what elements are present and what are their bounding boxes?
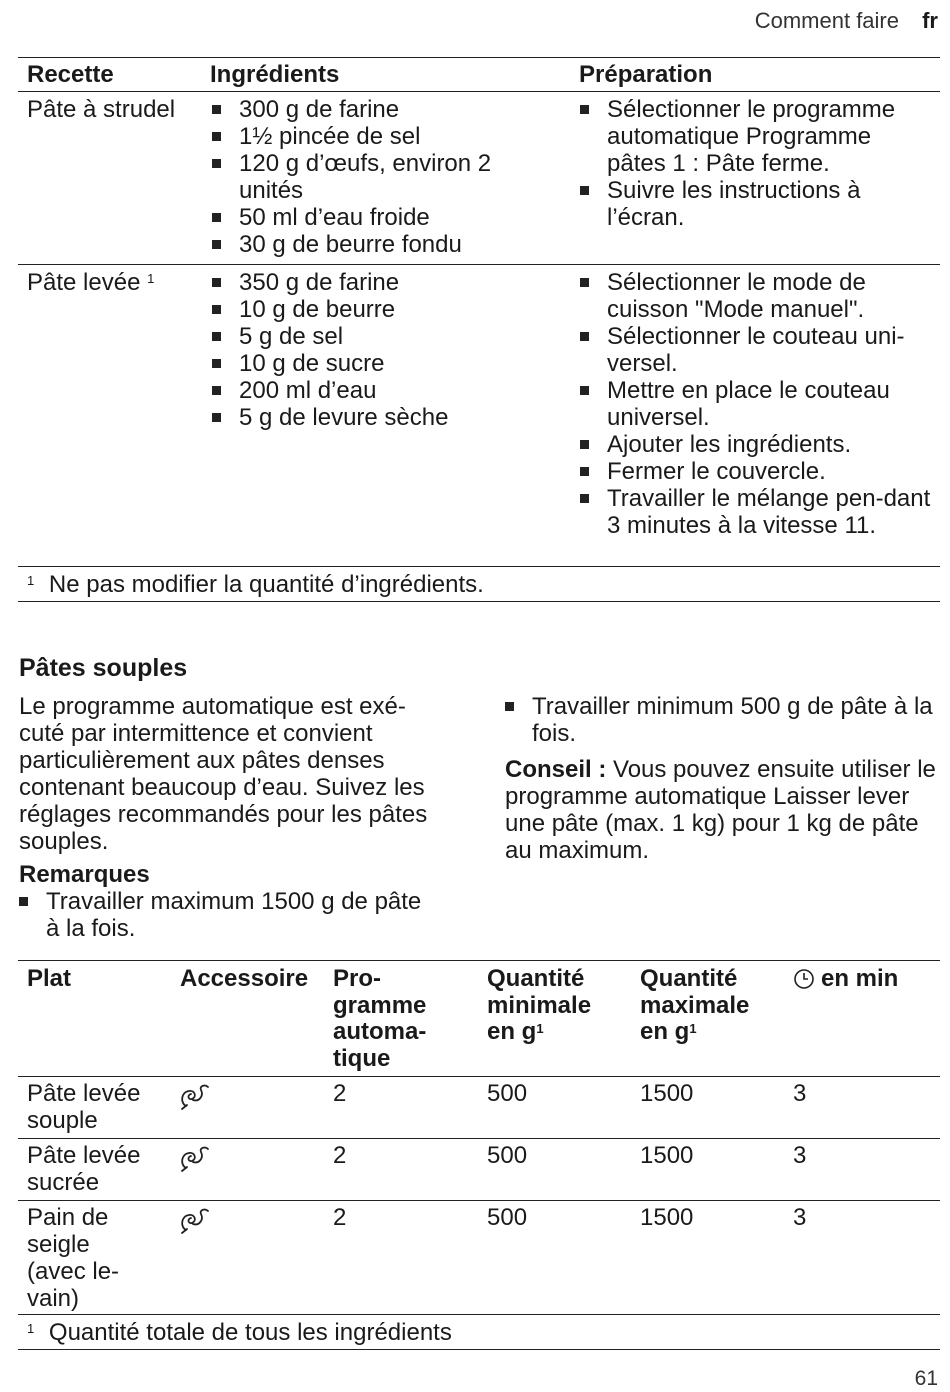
ingredient-item: 10 g de beurre [210,296,540,323]
ingredient-item: 200 ml d’eau [210,377,540,404]
ingredient-item: 300 g de farine [210,96,540,123]
footnote-mark: 1 [147,271,155,286]
ingredient-item: 5 g de levure sèche [210,404,540,431]
time-value: 3 [793,1142,807,1169]
step-item: Suivre les instructions à l’écran. [578,177,933,231]
page-number: 61 [914,1367,938,1390]
table-rule [18,601,940,602]
column-header-dish: Plat [27,965,72,992]
dish-name: Pâte levée souple [27,1080,141,1134]
step-item: Sélectionner le programme automatique Programme pâtes 1 : Pâte ferme. [578,96,933,177]
min-qty-label: Quantité minimale en g [487,965,592,1045]
preparation-steps [578,96,933,231]
table-rule [18,1200,940,1201]
step-item: Sélectionner le mode de cuisson "Mode manuel". [578,269,933,323]
dish-name: Pain de seigle (avec le-vain) [27,1204,120,1312]
dough-hook-icon [178,1082,212,1112]
min-qty-value: 500 [487,1204,528,1231]
remarks-list-continued [503,693,933,747]
column-header-time [793,966,898,993]
program-value: 2 [333,1142,347,1169]
table-rule [18,57,940,58]
table-rule [18,1314,940,1315]
footnote-mark: 1 [689,1021,697,1036]
time-value: 3 [793,1204,807,1231]
step-item: Sélectionner le couteau uni-versel. [578,323,933,377]
table-rule [18,91,940,92]
column-header-recipe: Recette [27,61,114,88]
footnote-mark: 1 [27,573,35,588]
footnote-mark: 1 [536,1021,544,1036]
step-item: Ajouter les ingrédients. [578,431,933,458]
column-header-max-qty [640,966,775,1046]
clock-icon [793,968,815,990]
program-value: 2 [333,1204,347,1231]
ingredient-item: 350 g de farine [210,269,540,296]
recipe-name-text: Pâte levée [27,269,141,296]
footnote-mark: 1 [27,1321,35,1336]
ingredient-item: 50 ml d’eau froide [210,204,540,231]
max-qty-value: 1500 [640,1204,694,1231]
recipe-name: Pâte à strudel [27,96,176,123]
column-header-program: Pro-gramme automa-tique [333,965,427,1072]
tip-label: Conseil : [505,756,607,783]
column-header-ingredients: Ingrédients [210,61,340,88]
table-footnote [27,1319,452,1346]
max-qty-value: 1500 [640,1142,694,1169]
table-rule [18,264,940,265]
preparation-steps [578,269,933,539]
table-rule [18,960,940,961]
dish-name: Pâte levée sucrée [27,1142,141,1196]
ingredient-item: 30 g de beurre fondu [210,231,540,258]
footnote-text: Ne pas modifier la quantité d’ingrédients. [48,571,484,598]
ingredient-item: 120 g d’œufs, environ 2 unités [210,150,540,204]
time-value: 3 [793,1080,807,1107]
dough-hook-icon [178,1144,212,1174]
table-rule [18,1138,940,1139]
step-item: Travailler le mélange pen-dant 3 minutes à la vitesse 11. [578,485,933,539]
ingredient-item: 10 g de sucre [210,350,540,377]
max-qty-label: Quantité maximale en g [640,965,750,1045]
table-footnote [27,571,484,598]
min-qty-value: 500 [487,1142,528,1169]
tip-text: Vous pouvez ensuite utiliser le programme automatique Laisser lever une pâte (max. 1 kg) pour 1 kg de pâte au maximum. [505,756,936,864]
remark-item: Travailler maximum 1500 g de pâte à la fois. [17,888,437,942]
step-item: Fermer le couvercle. [578,458,933,485]
min-qty-value: 500 [487,1080,528,1107]
remarks-heading: Remarques [19,861,150,888]
ingredient-item: 1½ pincée de sel [210,123,540,150]
tip-paragraph [505,756,945,864]
table-rule [18,566,940,567]
intro-paragraph: Le programme automatique est exé-cuté par intermittence et convient particulièrement aux pâtes denses contenant beaucoup d’eau. Suivez les réglages recommandés pour les pâtes souples. [19,693,428,855]
step-item: Mettre en place le couteau universel. [578,377,933,431]
section-header: Comment faire [754,8,899,33]
recipe-name [27,269,154,296]
remark-item: Travailler minimum 500 g de pâte à la fois. [503,693,933,747]
ingredient-list [210,269,540,431]
language-tag: fr [922,8,938,33]
time-label: en min [821,965,899,992]
column-header-preparation: Préparation [579,61,713,88]
ingredient-list [210,96,540,258]
remarks-list [17,888,437,942]
section-title: Pâtes souples [19,654,188,682]
ingredient-item: 5 g de sel [210,323,540,350]
column-header-accessory: Accessoire [180,965,309,992]
table-rule [18,1349,940,1350]
dough-hook-icon [178,1206,212,1236]
table-rule [18,1076,940,1077]
footnote-text: Quantité totale de tous les ingrédients [48,1319,452,1346]
program-value: 2 [333,1080,347,1107]
max-qty-value: 1500 [640,1080,694,1107]
column-header-min-qty [487,966,622,1046]
